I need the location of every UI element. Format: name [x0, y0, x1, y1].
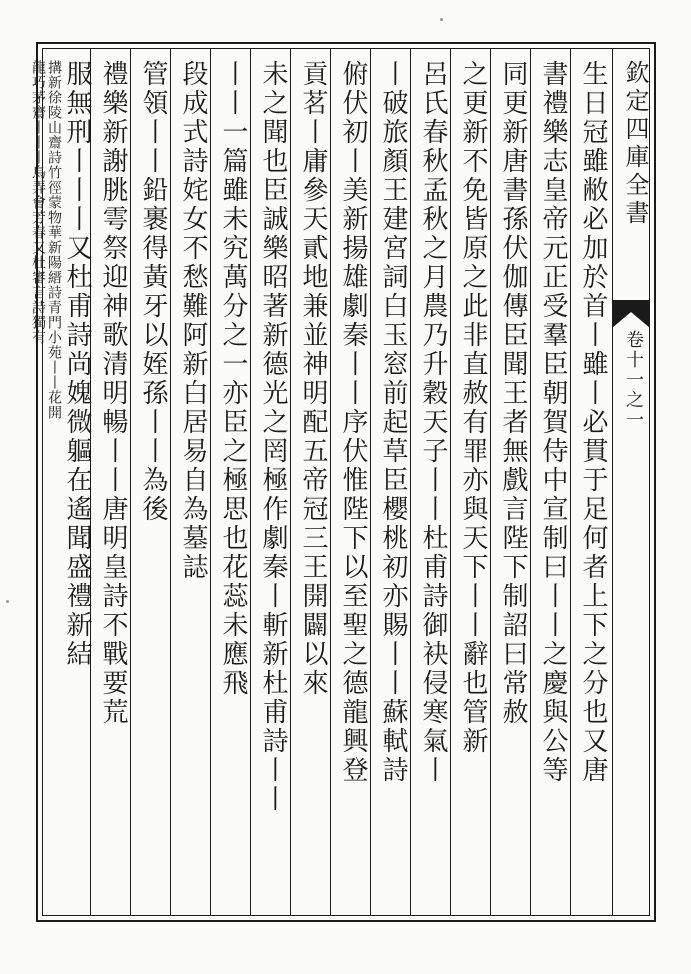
column-rule	[210, 48, 211, 916]
paper-speck	[6, 600, 9, 603]
text-column: 未之聞也臣誠樂昭著新德光之罔極作劇秦丨斬新杜甫詩丨丨	[258, 60, 288, 814]
column-rule	[490, 48, 491, 916]
text-column: 貢茗丨庸參天貳地兼並神明配五帝冠三王開闢以來	[298, 60, 328, 698]
text-column: 龍巧茅齋丨丨丨鳥弄會芳春又杜審言詩獨有	[30, 60, 46, 345]
volume-label: 卷十一之一	[623, 330, 644, 430]
column-rule	[130, 48, 131, 916]
text-column: 書禮樂志皇帝元正受羣臣朝賀侍中宣制曰丨丨之慶與公等	[538, 60, 568, 785]
text-column: 段成式詩姹女不愁難阿新白居易自為墓誌	[178, 60, 208, 582]
text-column: 同更新唐書孫伏伽傳臣聞王者無戲言陛下制詔曰常赦	[498, 60, 528, 727]
column-rule	[450, 48, 451, 916]
text-column: 之更新不免皆原之此非直赦有罪亦與天下丨丨辭也管新	[458, 60, 488, 756]
column-rule	[570, 48, 571, 916]
text-column: 禮樂新謝朓雩祭迎神歌清明暢丨丨唐明皇詩不戰要荒	[98, 60, 128, 727]
book-title: 欽定四庫全書	[621, 60, 649, 228]
column-rule	[290, 48, 291, 916]
text-column: 丨破旅顏王建宮詞白玉窓前起草臣櫻桃初亦賜丨丨蘇軾詩	[378, 60, 408, 785]
column-rule	[530, 48, 531, 916]
text-column: 服無刑丨丨丨又杜甫詩尚媿微軀在遙聞盛禮新結	[62, 60, 92, 669]
fishtail-mark-icon	[612, 300, 650, 328]
column-rule	[330, 48, 331, 916]
text-column: 搆新徐陵山齋詩竹徑蒙物華新陽縉詩青門小苑丨丨花開	[46, 60, 62, 420]
text-column: 丨丨一篇雖未究萬分之一亦臣之極思也花蕊未應飛	[218, 60, 248, 698]
column-rule	[370, 48, 371, 916]
column-rule	[410, 48, 411, 916]
text-column: 俯伏初丨美新揚雄劇秦丨丨序伏惟陛下以至聖之德龍興登	[338, 60, 368, 785]
text-column: 生日冠雖敝必加於首丨雖丨必貫于足何者上下之分也又唐	[578, 60, 608, 785]
text-column: 管領丨丨鉛裹得黃牙以姪孫丨丨為後	[138, 60, 168, 524]
column-rule	[250, 48, 251, 916]
column-rule	[170, 48, 171, 916]
paper-speck	[440, 18, 443, 21]
text-column: 呂氏春秋孟秋之月農乃升穀天子丨丨杜甫詩御袂侵寒氣丨	[418, 60, 448, 785]
